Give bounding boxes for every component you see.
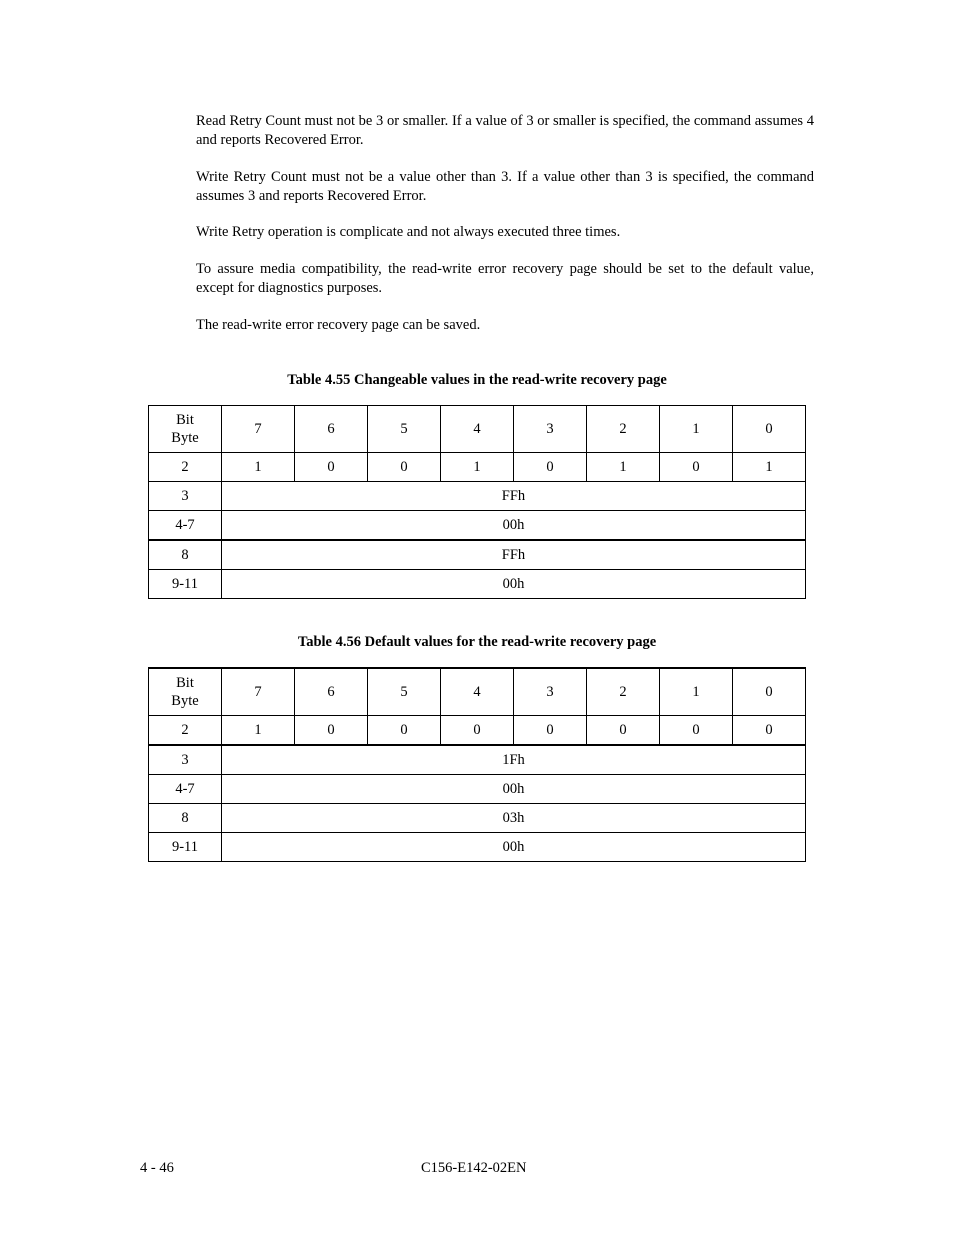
table-row bbox=[149, 570, 806, 599]
byte-label: Byte bbox=[171, 430, 199, 446]
bit-value-cell: 0 bbox=[660, 716, 733, 746]
byte-number-cell: 3 bbox=[149, 745, 222, 775]
bit-header: 6 bbox=[295, 406, 368, 453]
bit-value-cell: 1 bbox=[587, 453, 660, 482]
bit-value-cell: 0 bbox=[441, 716, 514, 746]
table-row bbox=[149, 833, 806, 862]
bit-value-cell: 1 bbox=[222, 453, 295, 482]
table-row bbox=[149, 453, 806, 482]
byte-number-cell: 9-11 bbox=[149, 570, 222, 599]
byte-value-cell: 00h bbox=[222, 833, 806, 862]
paragraph-media-compatibility: To assure media compatibility, the read-write error recovery page should be set to the default value, except for diagnostics purposes. bbox=[196, 261, 814, 296]
bit-header: 0 bbox=[733, 668, 806, 716]
byte-value-cell: 1Fh bbox=[222, 745, 806, 775]
paragraph-read-retry: Read Retry Count must not be 3 or smaller. If a value of 3 or smaller is specified, the command assumes 4 and reports Recovered Error. bbox=[196, 113, 814, 148]
bit-value-cell: 0 bbox=[295, 716, 368, 746]
table-header-row bbox=[149, 406, 806, 453]
document-id: C156-E142-02EN bbox=[421, 1160, 527, 1176]
bit-value-cell: 1 bbox=[222, 716, 295, 746]
bit-header: 5 bbox=[368, 668, 441, 716]
bit-value-cell: 0 bbox=[660, 453, 733, 482]
byte-number-cell: 4-7 bbox=[149, 511, 222, 541]
table-row bbox=[149, 775, 806, 804]
table-caption-default: Table 4.56 Default values for the read-write recovery page bbox=[297, 634, 657, 650]
byte-number-cell: 2 bbox=[149, 716, 222, 746]
bit-value-cell: 0 bbox=[514, 453, 587, 482]
bit-header: 7 bbox=[222, 406, 295, 453]
byte-number-cell: 4-7 bbox=[149, 775, 222, 804]
bit-byte-header-cell bbox=[149, 668, 222, 716]
bit-value-cell: 0 bbox=[514, 716, 587, 746]
byte-value-cell: 03h bbox=[222, 804, 806, 833]
bit-header: 1 bbox=[660, 668, 733, 716]
byte-value-cell: 00h bbox=[222, 775, 806, 804]
byte-label: Byte bbox=[171, 693, 199, 709]
bit-label: Bit bbox=[176, 675, 194, 691]
table-caption-changeable: Table 4.55 Changeable values in the read-write recovery page bbox=[287, 372, 667, 388]
page-number: 4 - 46 bbox=[140, 1160, 174, 1176]
table-row bbox=[149, 511, 806, 541]
table-row bbox=[149, 745, 806, 775]
default-values-table bbox=[148, 667, 806, 862]
bit-header: 5 bbox=[368, 406, 441, 453]
byte-value-cell: FFh bbox=[222, 482, 806, 511]
paragraph-page-saved: The read-write error recovery page can be saved. bbox=[196, 317, 481, 333]
bit-label: Bit bbox=[176, 412, 194, 428]
bit-value-cell: 0 bbox=[733, 716, 806, 746]
bit-header: 2 bbox=[587, 668, 660, 716]
bit-value-cell: 0 bbox=[368, 453, 441, 482]
paragraph-write-retry: Write Retry Count must not be a value other than 3. If a value other than 3 is specified, the command assumes 3 and reports Recovered Error. bbox=[196, 169, 814, 204]
changeable-values-table bbox=[148, 405, 806, 599]
bit-value-cell: 1 bbox=[733, 453, 806, 482]
table-row bbox=[149, 716, 806, 746]
table-header-row bbox=[149, 668, 806, 716]
byte-number-cell: 2 bbox=[149, 453, 222, 482]
bit-value-cell: 1 bbox=[441, 453, 514, 482]
bit-header: 4 bbox=[441, 406, 514, 453]
byte-value-cell: 00h bbox=[222, 511, 806, 541]
bit-header: 2 bbox=[587, 406, 660, 453]
bit-header: 7 bbox=[222, 668, 295, 716]
byte-number-cell: 9-11 bbox=[149, 833, 222, 862]
bit-header: 3 bbox=[514, 406, 587, 453]
bit-value-cell: 0 bbox=[368, 716, 441, 746]
byte-number-cell: 8 bbox=[149, 804, 222, 833]
bit-header: 6 bbox=[295, 668, 368, 716]
bit-header: 0 bbox=[733, 406, 806, 453]
byte-value-cell: 00h bbox=[222, 570, 806, 599]
bit-header: 3 bbox=[514, 668, 587, 716]
bit-byte-header-cell bbox=[149, 406, 222, 453]
byte-number-cell: 8 bbox=[149, 540, 222, 570]
byte-number-cell: 3 bbox=[149, 482, 222, 511]
table-row bbox=[149, 540, 806, 570]
bit-header: 4 bbox=[441, 668, 514, 716]
table-row bbox=[149, 482, 806, 511]
bit-value-cell: 0 bbox=[587, 716, 660, 746]
bit-value-cell: 0 bbox=[295, 453, 368, 482]
bit-header: 1 bbox=[660, 406, 733, 453]
byte-value-cell: FFh bbox=[222, 540, 806, 570]
table-row bbox=[149, 804, 806, 833]
paragraph-write-retry-operation: Write Retry operation is complicate and not always executed three times. bbox=[196, 224, 621, 240]
